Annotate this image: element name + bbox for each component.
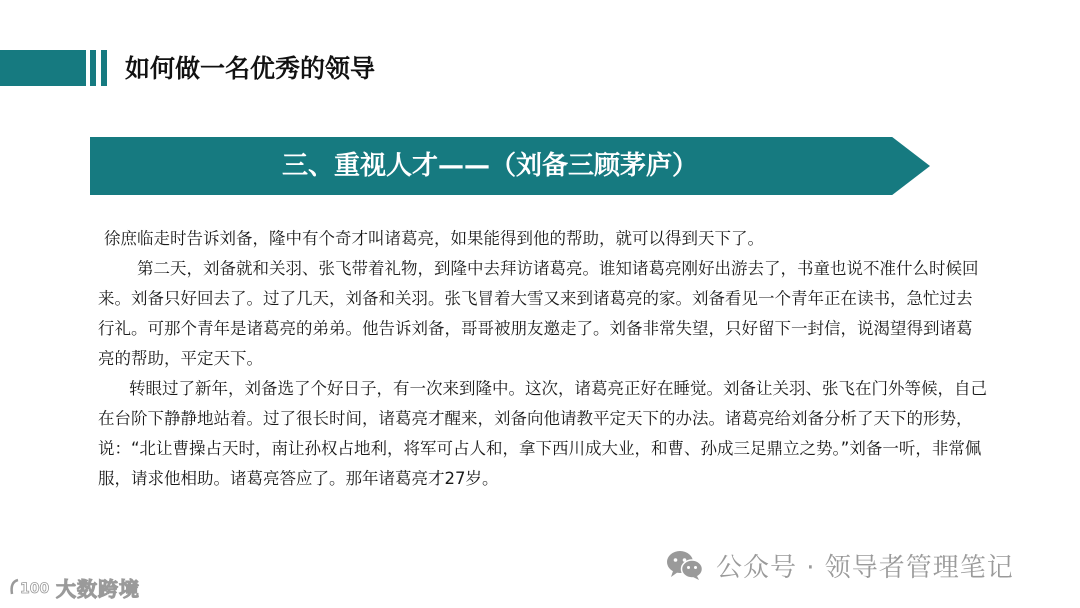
wechat-icon bbox=[666, 549, 704, 581]
header-accent-stripe bbox=[101, 50, 107, 86]
corner-logo bbox=[8, 572, 140, 602]
dashuju-logo-icon bbox=[8, 574, 52, 600]
section-title: 三、重视人才——（刘备三顾茅庐） bbox=[281, 151, 698, 181]
page-title: 如何做一名优秀的领导 bbox=[125, 54, 376, 83]
header-accent-stripe bbox=[90, 50, 96, 86]
body-paragraph: 徐庶临走时告诉刘备，隆中有个奇才叫诸葛亮，如果能得到他的帮助，就可以得到天下了。 bbox=[104, 229, 764, 248]
watermark-text: 公众号 · 领导者管理笔记 bbox=[716, 552, 1014, 583]
svg-text:100: 100 bbox=[20, 581, 50, 597]
body-text bbox=[98, 224, 988, 494]
header-accent-bar bbox=[0, 50, 86, 86]
body-paragraph: 第二天，刘备就和关羽、张飞带着礼物，到隆中去拜访诸葛亮。谁知诸葛亮刚好出游去了，书童也说不准什么时候回来。刘备只好回去了。过了几天，刘备和关羽。张飞冒着大雪又来到诸葛亮的家。刘备看见一个青年正在读书，急忙过去行礼。可那个青年是诸葛亮的弟弟。他告诉刘备，哥哥被朋友邀走了。刘备非常失望，只好留下一封信，说渴望得到诸葛亮的帮助，平定天下。 bbox=[98, 259, 979, 368]
body-paragraph: 转眼过了新年，刘备选了个好日子，有一次来到隆中。这次，诸葛亮正好在睡觉。刘备让关羽、张飞在门外等候，自己在台阶下静静地站着。过了很长时间，诸葛亮才醒来，刘备向他请教平定天下的办法。诸葛亮给刘备分析了天下的形势，说：“北让曹操占天时，南让孙权占地利，将军可占人和，拿下西川成大业，和曹、孙成三足鼎立之势。”刘备一听，非常佩服，请求他相助。诸葛亮答应了。那年诸葛亮才27岁。 bbox=[98, 379, 987, 488]
corner-logo-text: 大数跨境 bbox=[56, 576, 140, 601]
watermark bbox=[666, 545, 1014, 585]
